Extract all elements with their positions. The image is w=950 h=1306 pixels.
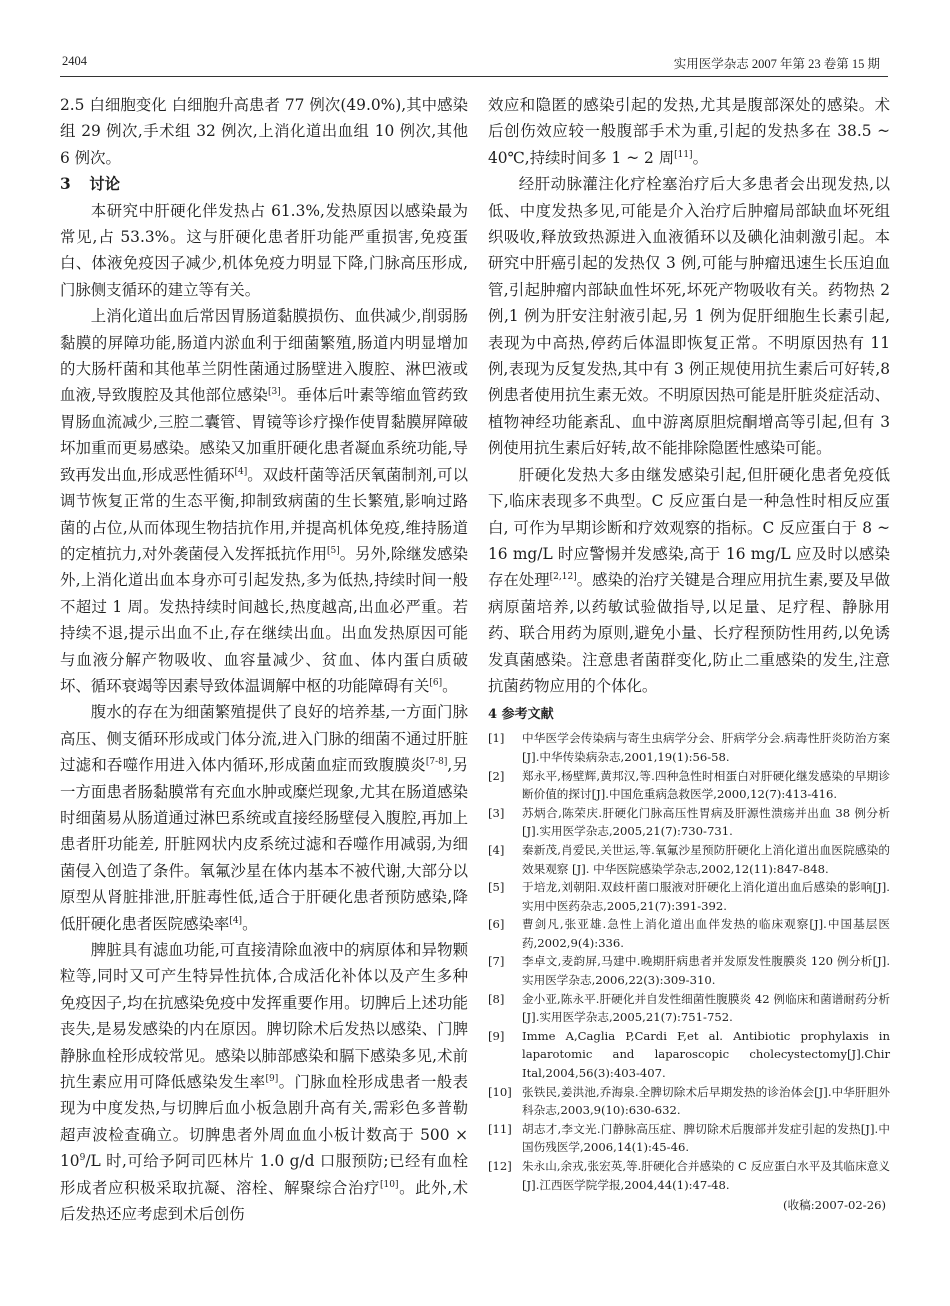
reference-item <box>488 841 890 878</box>
section-3-heading <box>60 171 468 197</box>
reference-number: [11] <box>488 1121 512 1136</box>
journal-header: 实用医学杂志 2007 年第 23 卷第 15 期 <box>673 57 880 71</box>
reference-text: 秦新茂,肖爱民,关世运,等.氧氟沙星预防肝硬化上消化道出血医院感染的效果观察 [J]. 中华医院感染学杂志,2002,12(11):847-848. <box>522 842 890 876</box>
text-run: 。垂体后叶素等缩血管药致胃肠血流减少,三腔二囊管、胃镜等诊疗操作使胃黏膜屏障破坏加重而更易感染。感染又加重肝硬化患者凝血系统功能,导致再发出血,形成恶性循环 <box>60 386 468 484</box>
discussion-paragraph-1: 本研究中肝硬化伴发热占 61.3%,发热原因以感染最为常见,占 53.3%。这与肝硬化患者肝功能严重损害,免疫蛋白、体液免疫因子减少,机体免疫力明显下降,门脉高压形成,门脉侧支循环的建立等有关。 <box>60 201 468 299</box>
reference-text: 金小亚,陈永平.肝硬化并自发性细菌性腹膜炎 42 例临床和菌谱耐药分析[J].实用医学杂志,2005,21(7):751-752. <box>522 991 890 1025</box>
reference-item <box>488 804 890 841</box>
reference-number: [4] <box>488 842 505 857</box>
discussion-paragraph-3 <box>60 699 468 937</box>
text-run: 。感染的治疗关键是合理应用抗生素,要及早做病原菌培养,以药敏试验做指导,以足量、足疗程、静脉用药、联合用药为原则,避免小量、长疗程预防性用药,以免诱发真菌感染。注意患者菌群变化,防止二重感染的发生,注意抗菌药物应用的个体化。 <box>488 571 890 695</box>
exponent: 9 <box>79 1153 86 1164</box>
reference-item <box>488 1083 890 1120</box>
reference-number: [6] <box>488 917 505 932</box>
reference-list <box>488 729 890 1194</box>
text-run: 。 <box>442 676 458 695</box>
reference-number: [5] <box>488 880 505 895</box>
reference-number: [2] <box>488 768 505 783</box>
reference-number: [3] <box>488 805 505 820</box>
reference-number: [12] <box>488 1159 512 1173</box>
text-run: 。门脉血栓形成患者一般表现为中度发热,与切脾后血小板急剧升高有关,需彩色多普勒超声波检查确立。切脾患者外周血血小板计数高于 500 × 10 <box>60 1073 468 1171</box>
left-column <box>60 92 468 1227</box>
reference-text: 于培龙,刘朝阳.双歧杆菌口服液对肝硬化上消化道出血后感染的影响[J].实用中医药杂志,2005,21(7):391-392. <box>522 880 890 913</box>
reference-text: Imme A,Caglia P,Cardi F,et al. Antibiotic prophylaxis in laparotomic and laparoscopic cholecystectomy[J].Chir Ital,2004,56(3):403-407. <box>522 1028 890 1081</box>
reference-text: 胡志才,李文光.门静脉高压症、脾切除术后腹部并发症引起的发热[J].中国伤残医学,2006,14(1):45-46. <box>522 1121 890 1155</box>
text-run: 。双歧杆菌等活厌氧菌制剂,可以调节恢复正常的生态平衡,抑制致病菌的生长繁殖,影响过路菌的占位,从而体现生物拮抗作用,并提高机体免疫,维持肠道的定植抗力,对外袭菌侵入发挥抵抗作用 <box>60 465 468 563</box>
citation: [3] <box>267 387 281 398</box>
text-run: 。此外,术后发热还应考虑到术后创伤 <box>60 1178 468 1224</box>
reference-item <box>488 1120 890 1157</box>
reference-text: 朱永山,余戎,张宏英,等.肝硬化合并感染的 C 反应蛋白水平及其临床意义[J].江西医学院学报,2004,44(1):47-48. <box>522 1159 890 1192</box>
page-number: 2404 <box>62 54 87 68</box>
text-run: 肝硬化发热大多由继发感染引起,但肝硬化患者免疫低下,临床表现多不典型。C 反应蛋白是一种急性时相反应蛋白, 可作为早期诊断和疗效观察的指标。C 反应蛋白于 8 ~ 16 mg/L 时应警惕并发感染,高于 16 mg/L 应及时以感染存在处理 <box>488 465 890 590</box>
reference-item <box>488 915 890 952</box>
header-rule <box>60 76 888 77</box>
reference-item <box>488 729 890 766</box>
discussion-paragraph-4 <box>60 937 468 1227</box>
discussion-paragraph-6 <box>488 462 890 700</box>
citation: [11] <box>674 149 693 160</box>
text-run: 腹水的存在为细菌繁殖提供了良好的培养基,一方面门脉高压、侧支循环形成或门体分流,进入门脉的细菌不通过肝脏过滤和吞噬作用进入体内循环,形成菌血症而致腹膜炎 <box>60 703 468 775</box>
reference-text: 苏炳合,陈荣庆.肝硬化门脉高压性胃病及肝源性溃疡并出血 38 例分析[J].实用医学杂志,2005,21(7):730-731. <box>522 805 890 839</box>
text-run: 上消化道出血后常因胃肠道黏膜损伤、血供减少,削弱肠黏膜的屏障功能,肠道内淤血利于细菌繁殖,肠道内明显增加的大肠杆菌和其他革兰阴性菌通过肠壁进入腹腔、淋巴液或血液,导致腹腔及其他部位感染 <box>60 307 468 405</box>
section-title: 讨论 <box>89 175 120 194</box>
reference-number: [7] <box>488 954 505 969</box>
reference-number: [8] <box>488 991 505 1006</box>
reference-item <box>488 1157 890 1194</box>
section-2-5-paragraph: 2.5 白细胞变化 白细胞升高患者 77 例次(49.0%),其中感染组 29 例次,手术组 32 例次,上消化道出血组 10 例次,其他 6 例次。 <box>60 96 468 167</box>
right-column <box>488 92 890 1214</box>
reference-text: 李卓文,麦韵屏,马建中.晚期肝病患者并发原发性腹膜炎 120 例分析[J].实用医学杂志,2006,22(3):309-310. <box>522 954 890 988</box>
text-run: 效应和隐匿的感染引起的发热,尤其是腹部深处的感染。术后创伤效应较一般腹部手术为重,引起的发热多在 38.5 ~ 40℃,持续时间多 1 ~ 2 周 <box>488 96 890 167</box>
text-run: 脾脏具有滤血功能,可直接清除血液中的病原体和异物颗粒等,同时又可产生特异性抗体,合成活化补体以及产生多种免疫因子,均在抗感染免疫中发挥重要作用。切脾后上述功能丧失,是易发感染的内在原因。脾切除术后发热以感染、门脾静脉血栓形成较常见。感染以肺部感染和膈下感染多见,术前抗生素应用可降低感染发生率 <box>60 941 468 1092</box>
reference-item <box>488 878 890 915</box>
citation: [4] <box>234 466 248 477</box>
text-run: 。另外,除继发感染外,上消化道出血本身亦可引起发热,多为低热,持续时间一般不超过 1 周。发热持续时间越长,热度越高,出血必严重。若持续不退,提示出血不止,存在继续出血。出血发热原因可能与血液分解产物吸收、血容量减少、贫血、体内蛋白质破坏、循环衰竭等因素导致体温调解中枢的功能障碍有关 <box>60 544 468 695</box>
reference-item <box>488 1027 890 1083</box>
citation: [2,12] <box>549 572 577 583</box>
reference-number: [1] <box>488 731 505 746</box>
reference-item <box>488 952 890 989</box>
text-run: 。 <box>692 148 708 167</box>
reference-text: 张铁民,姜洪池,乔海泉.全脾切除术后早期发热的诊治体会[J].中华肝胆外科杂志,2003,9(10):630-632. <box>522 1084 890 1118</box>
reference-item <box>488 767 890 804</box>
citation: [10] <box>380 1179 399 1190</box>
discussion-paragraph-5: 经肝动脉灌注化疗栓塞治疗后大多患者会出现发热,以低、中度发热多见,可能是介入治疗后肿瘤局部缺血坏死组织吸收,释放致热源进入血液循环以及碘化油刺激引起。本研究中肝癌引起的发热仅 3 例,可能与肿瘤迅速生长压迫血管,引起肿瘤内部缺血性坏死,坏死产物吸收有关。药物热 2 例,1 例为肝安注射液引起,另 1 例为促肝细胞生长素引起,表现为中高热,停药后体温即恢复正常。不明原因热有 11 例,表现为反复发热,其中有 3 例正规使用抗生素后可好转,8 例患者使用抗生素无效。不明原因热可能是肝脏炎症活动、植物神经功能紊乱、血中游离原胆烷酮增高等引起,但有 3 例使用抗生素后好转,故不能排除隐匿性感染可能。 <box>488 175 890 458</box>
text-run: /L 时,可给予阿司匹林片 1.0 g/d 口服预防;已经有血栓形成者应积极采取抗凝、溶栓、解聚综合治疗 <box>60 1152 468 1197</box>
references-heading: 4 参考文献 <box>488 707 554 723</box>
reference-number: [9] <box>488 1028 505 1043</box>
reference-number: [10] <box>488 1084 512 1099</box>
citation: [7-8] <box>425 757 448 768</box>
section-number: 3 <box>60 175 71 194</box>
reference-text: 中华医学会传染病与寄生虫病学分会、肝病学分会.病毒性肝炎防治方案[J].中华传染病杂志,2001,19(1):56-58. <box>522 731 890 764</box>
citation: [9] <box>265 1073 279 1084</box>
citation: [4] <box>229 915 243 926</box>
reference-text: 曹剑凡,张亚雄.急性上消化道出血伴发热的临床观察[J].中国基层医药,2002,9(4):336. <box>522 917 890 950</box>
discussion-paragraph-2 <box>60 303 468 699</box>
citation: [5] <box>326 545 340 556</box>
citation: [6] <box>429 677 443 688</box>
discussion-paragraph-4-cont <box>488 92 890 171</box>
received-date: (收稿:2007-02-26) <box>783 1198 886 1213</box>
reference-text: 郑永平,杨壁辉,黄邦汉,等.四种急性时相蛋白对肝硬化继发感染的早期诊断价值的探讨[J].中国危重病急救医学,2000,12(7):413-416. <box>522 768 890 802</box>
text-run: ,另一方面患者肠黏膜常有充血水肿或糜烂现象,尤其在肠道感染时细菌易从肠道通过淋巴系统或直接经肠壁侵入腹腔,再加上患者肝功能差, 肝脏网状内皮系统过滤和吞噬作用减弱,为细菌侵入创造了条件。氧氟沙星在体内基本不被代谢,大部分以原型从肾脏排泄,肝脏毒性低,适合于肝硬化患者预防感染,降低肝硬化患者医院感染率 <box>60 756 468 933</box>
reference-item <box>488 990 890 1027</box>
text-run: 。 <box>242 914 258 933</box>
